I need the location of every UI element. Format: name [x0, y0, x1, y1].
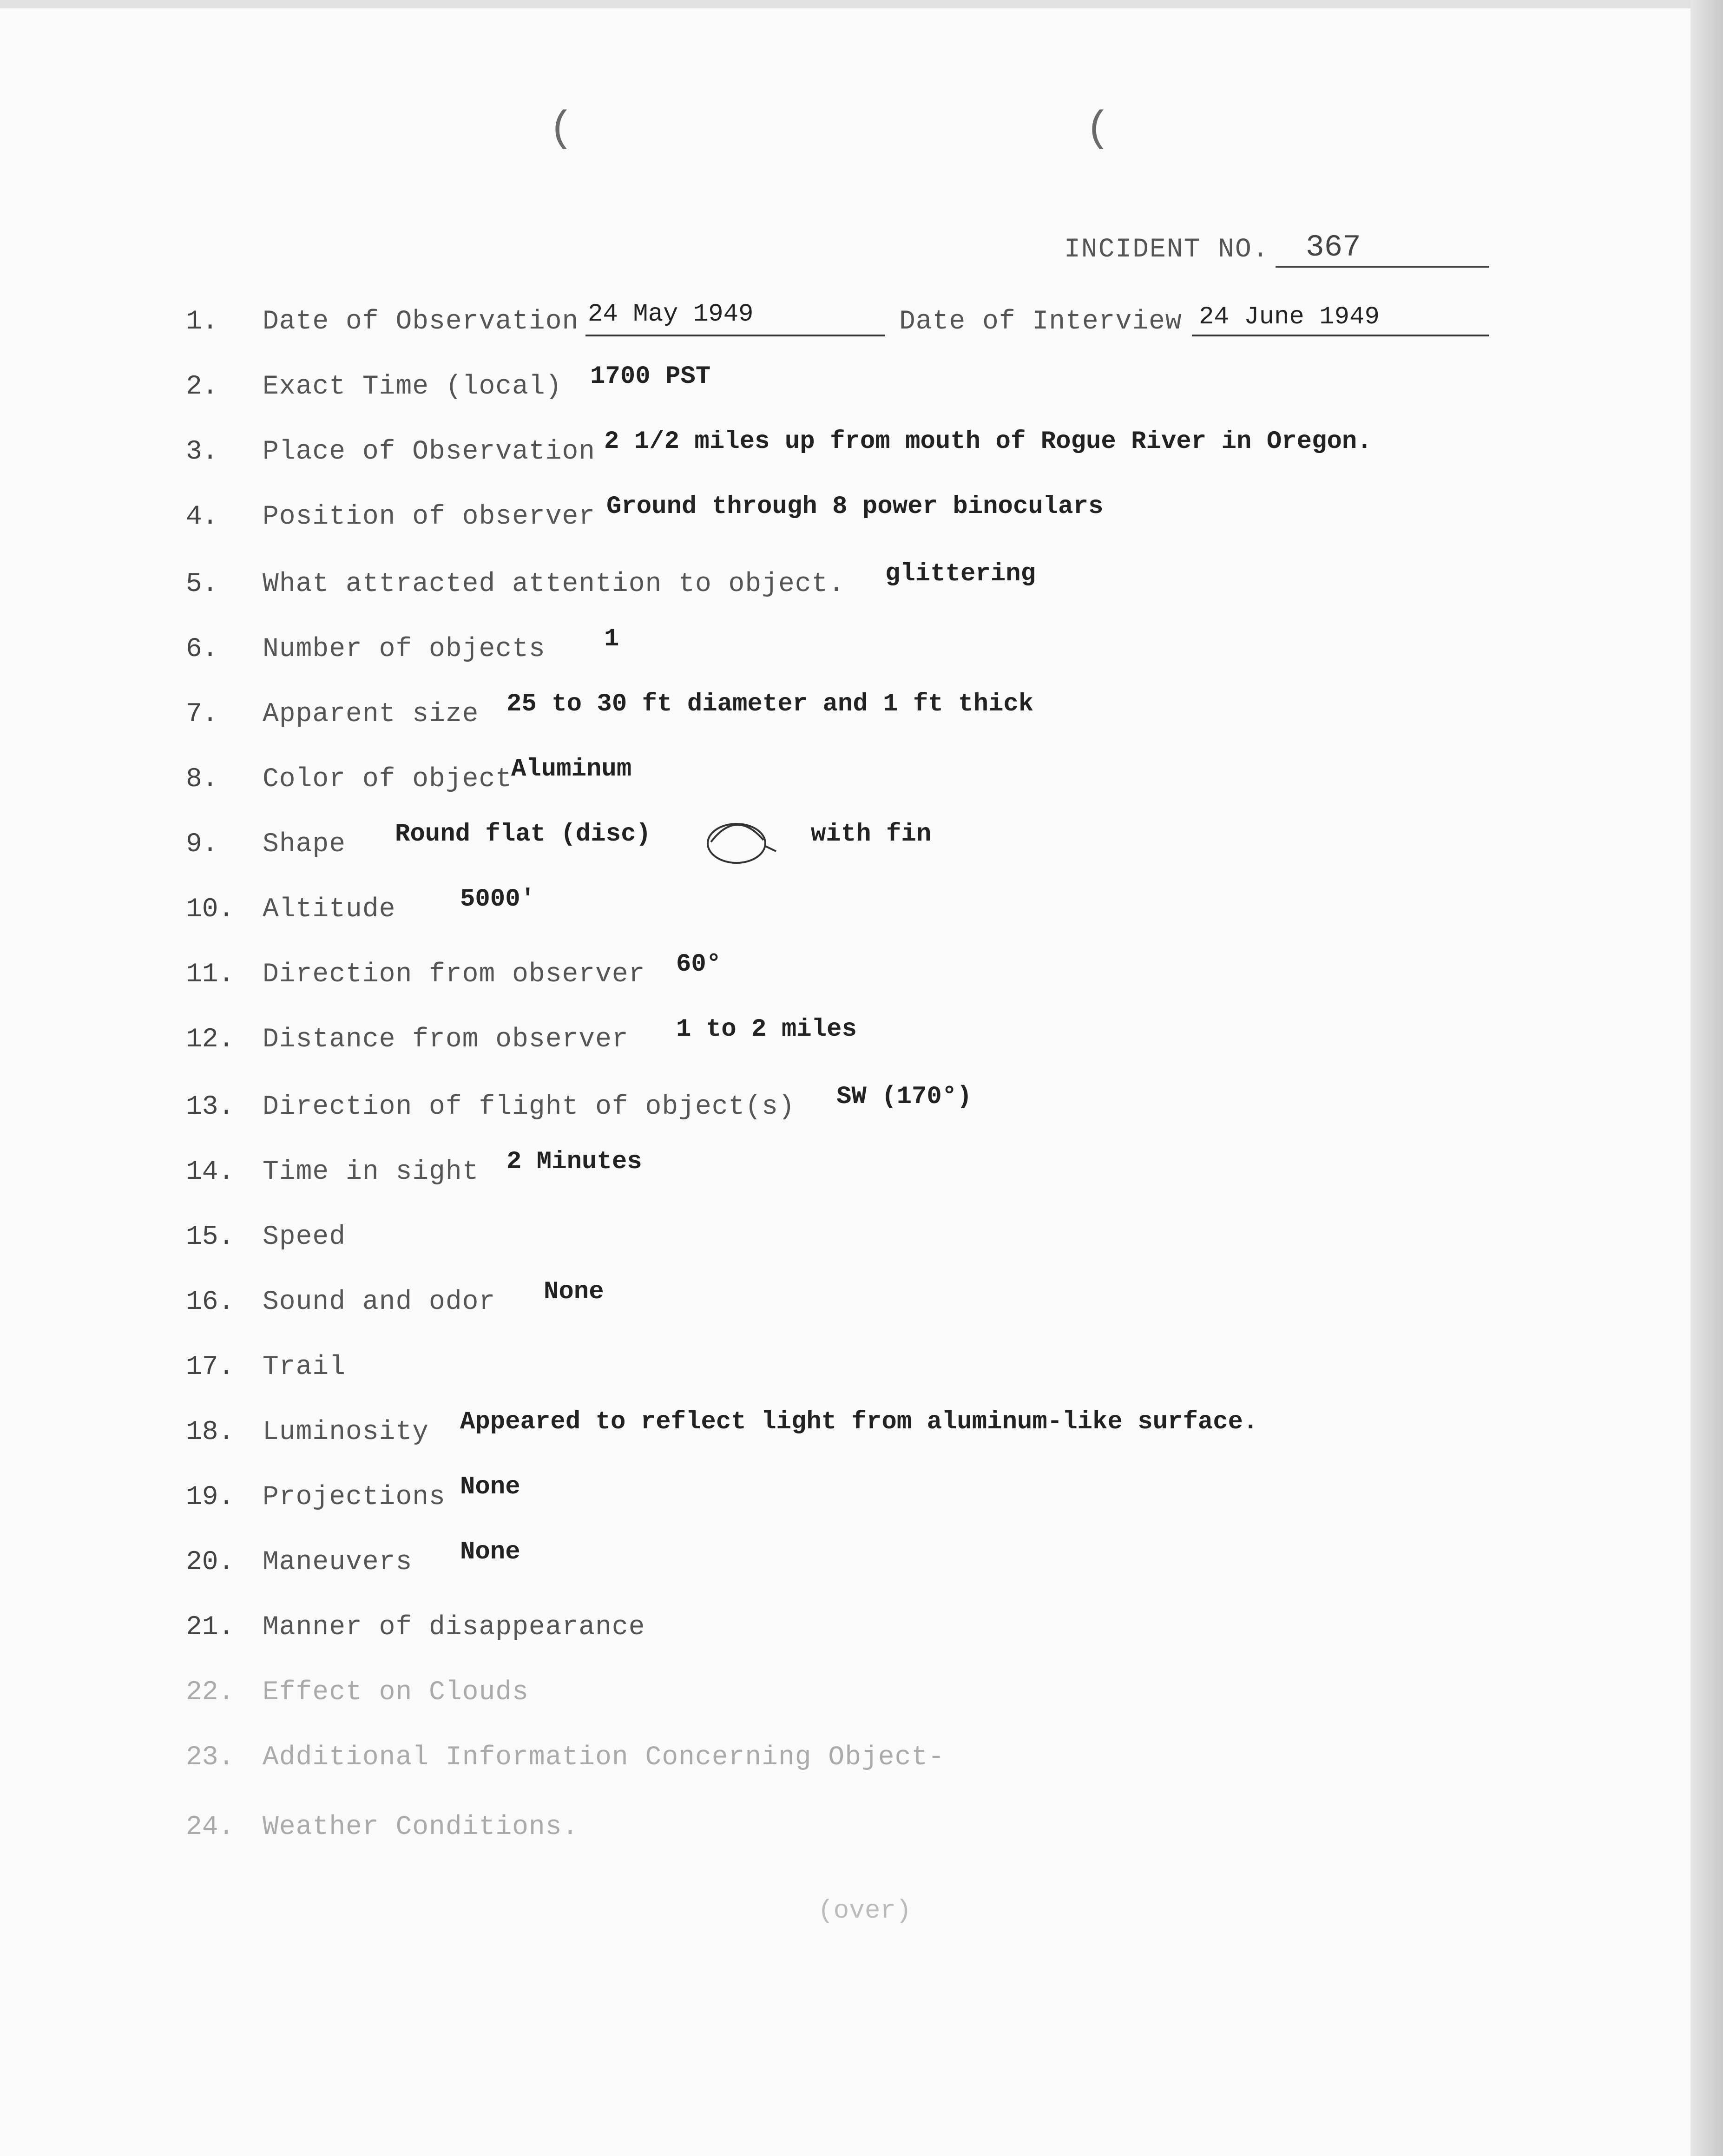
- item-number: 16.: [186, 1287, 235, 1317]
- item-label: Exact Time (local): [263, 372, 562, 402]
- page-top-edge: [0, 0, 1723, 8]
- item-label: Luminosity: [263, 1417, 429, 1447]
- item-value: 2 Minutes: [506, 1148, 642, 1176]
- item-label: Direction of flight of object(s): [263, 1092, 795, 1122]
- form-row-6: [0, 625, 1723, 681]
- item-number: 14.: [186, 1157, 235, 1187]
- item-value: 60°: [676, 950, 722, 979]
- form-row-17: [0, 1352, 1723, 1399]
- item-label: Number of objects: [263, 634, 546, 664]
- form-row-11: [0, 950, 1723, 1006]
- item-label: Speed: [263, 1222, 346, 1252]
- item-label: Distance from observer: [263, 1025, 629, 1055]
- form-row-9: [0, 820, 1723, 876]
- item-value-2: 24 June 1949: [1199, 303, 1380, 331]
- item-label: Altitude: [263, 894, 396, 925]
- form-row-2: [0, 362, 1723, 418]
- form-row-7: [0, 690, 1723, 746]
- item-label: Time in sight: [263, 1157, 479, 1187]
- form-row-21: [0, 1612, 1723, 1659]
- incident-label: INCIDENT NO.: [1064, 235, 1269, 265]
- item-label: Weather Conditions.: [263, 1812, 579, 1842]
- form-row-3: [0, 427, 1723, 483]
- item-number: 13.: [186, 1092, 235, 1122]
- item-value: 1700 PST: [590, 362, 711, 391]
- item-label: Manner of disappearance: [263, 1612, 645, 1643]
- item-value: glittering: [885, 560, 1036, 588]
- value-underline-2: [1192, 335, 1489, 336]
- form-row-18: [0, 1408, 1723, 1464]
- item-label: Date of Observation: [263, 307, 579, 337]
- item-label: Projections: [263, 1482, 446, 1512]
- item-number: 22.: [186, 1677, 235, 1708]
- item-value: None: [544, 1278, 604, 1306]
- item-number: 3.: [186, 437, 218, 467]
- form-row-12: [0, 1015, 1723, 1071]
- incident-number: 367: [1306, 230, 1361, 265]
- item-value-after: with fin: [811, 820, 932, 848]
- value-underline: [585, 335, 885, 336]
- item-value: None: [460, 1473, 520, 1501]
- item-value: 5000': [460, 885, 536, 914]
- item-value: Appeared to reflect light from aluminum-like surface.: [460, 1408, 1258, 1436]
- over-note: (over): [818, 1896, 912, 1926]
- form-row-14: [0, 1148, 1723, 1203]
- form-row-5: [0, 560, 1723, 616]
- item-number: 9.: [186, 829, 218, 860]
- form-row-10: [0, 885, 1723, 941]
- disc-sketch-icon: [699, 799, 778, 878]
- item-number: 7.: [186, 699, 218, 730]
- item-label: What attracted attention to object.: [263, 569, 845, 599]
- form-row-8: [0, 755, 1723, 811]
- form-row-24: [0, 1812, 1723, 1859]
- item-value: None: [460, 1538, 520, 1566]
- item-label: Shape: [263, 829, 346, 860]
- item-number: 18.: [186, 1417, 235, 1447]
- item-label: Place of Observation: [263, 437, 596, 467]
- item-value: Ground through 8 power binoculars: [606, 493, 1104, 521]
- item-label: Maneuvers: [263, 1547, 413, 1578]
- form-row-4: [0, 493, 1723, 548]
- item-value: 1 to 2 miles: [676, 1015, 857, 1044]
- item-value: Round flat (disc): [395, 820, 651, 848]
- item-number: 2.: [186, 372, 218, 402]
- item-number: 6.: [186, 634, 218, 664]
- item-label: Additional Information Concerning Object-: [263, 1742, 945, 1773]
- item-label: Sound and odor: [263, 1287, 496, 1317]
- form-row-16: [0, 1278, 1723, 1334]
- item-number: 12.: [186, 1025, 235, 1055]
- form-row-22: [0, 1677, 1723, 1724]
- item-label: Apparent size: [263, 699, 479, 730]
- form-row-20: [0, 1538, 1723, 1594]
- item-value: Aluminum: [511, 755, 632, 783]
- form-row-19: [0, 1473, 1723, 1529]
- form-row-13: [0, 1083, 1723, 1138]
- item-value: 24 May 1949: [588, 300, 754, 329]
- item-number: 24.: [186, 1812, 235, 1842]
- item-number: 5.: [186, 569, 218, 599]
- form-row-15: [0, 1222, 1723, 1269]
- item-label: Direction from observer: [263, 960, 645, 990]
- stray-mark: (: [1085, 105, 1111, 153]
- item-number: 4.: [186, 502, 218, 532]
- item-value: 1: [604, 625, 619, 653]
- item-number: 11.: [186, 960, 235, 990]
- item-number: 8.: [186, 764, 218, 795]
- item-label: Effect on Clouds: [263, 1677, 529, 1708]
- item-number: 20.: [186, 1547, 235, 1578]
- item-number: 15.: [186, 1222, 235, 1252]
- item-number: 10.: [186, 894, 235, 925]
- item-label: Trail: [263, 1352, 346, 1382]
- incident-underline: [1276, 266, 1489, 268]
- form-row-1: [0, 300, 1723, 353]
- form-row-23: [0, 1742, 1723, 1789]
- item-number: 19.: [186, 1482, 235, 1512]
- item-value: 25 to 30 ft diameter and 1 ft thick: [506, 690, 1034, 718]
- stray-mark: (: [548, 105, 574, 153]
- item-label: Position of observer: [263, 502, 596, 532]
- item-number: 23.: [186, 1742, 235, 1773]
- item-number: 17.: [186, 1352, 235, 1382]
- item-value: SW (170°): [836, 1083, 972, 1111]
- item-value: 2 1/2 miles up from mouth of Rogue River in Oregon.: [604, 427, 1372, 456]
- item-number: 21.: [186, 1612, 235, 1643]
- item-label-2: Date of Interview: [899, 307, 1182, 337]
- item-label: Color of object: [263, 764, 513, 795]
- item-number: 1.: [186, 307, 218, 337]
